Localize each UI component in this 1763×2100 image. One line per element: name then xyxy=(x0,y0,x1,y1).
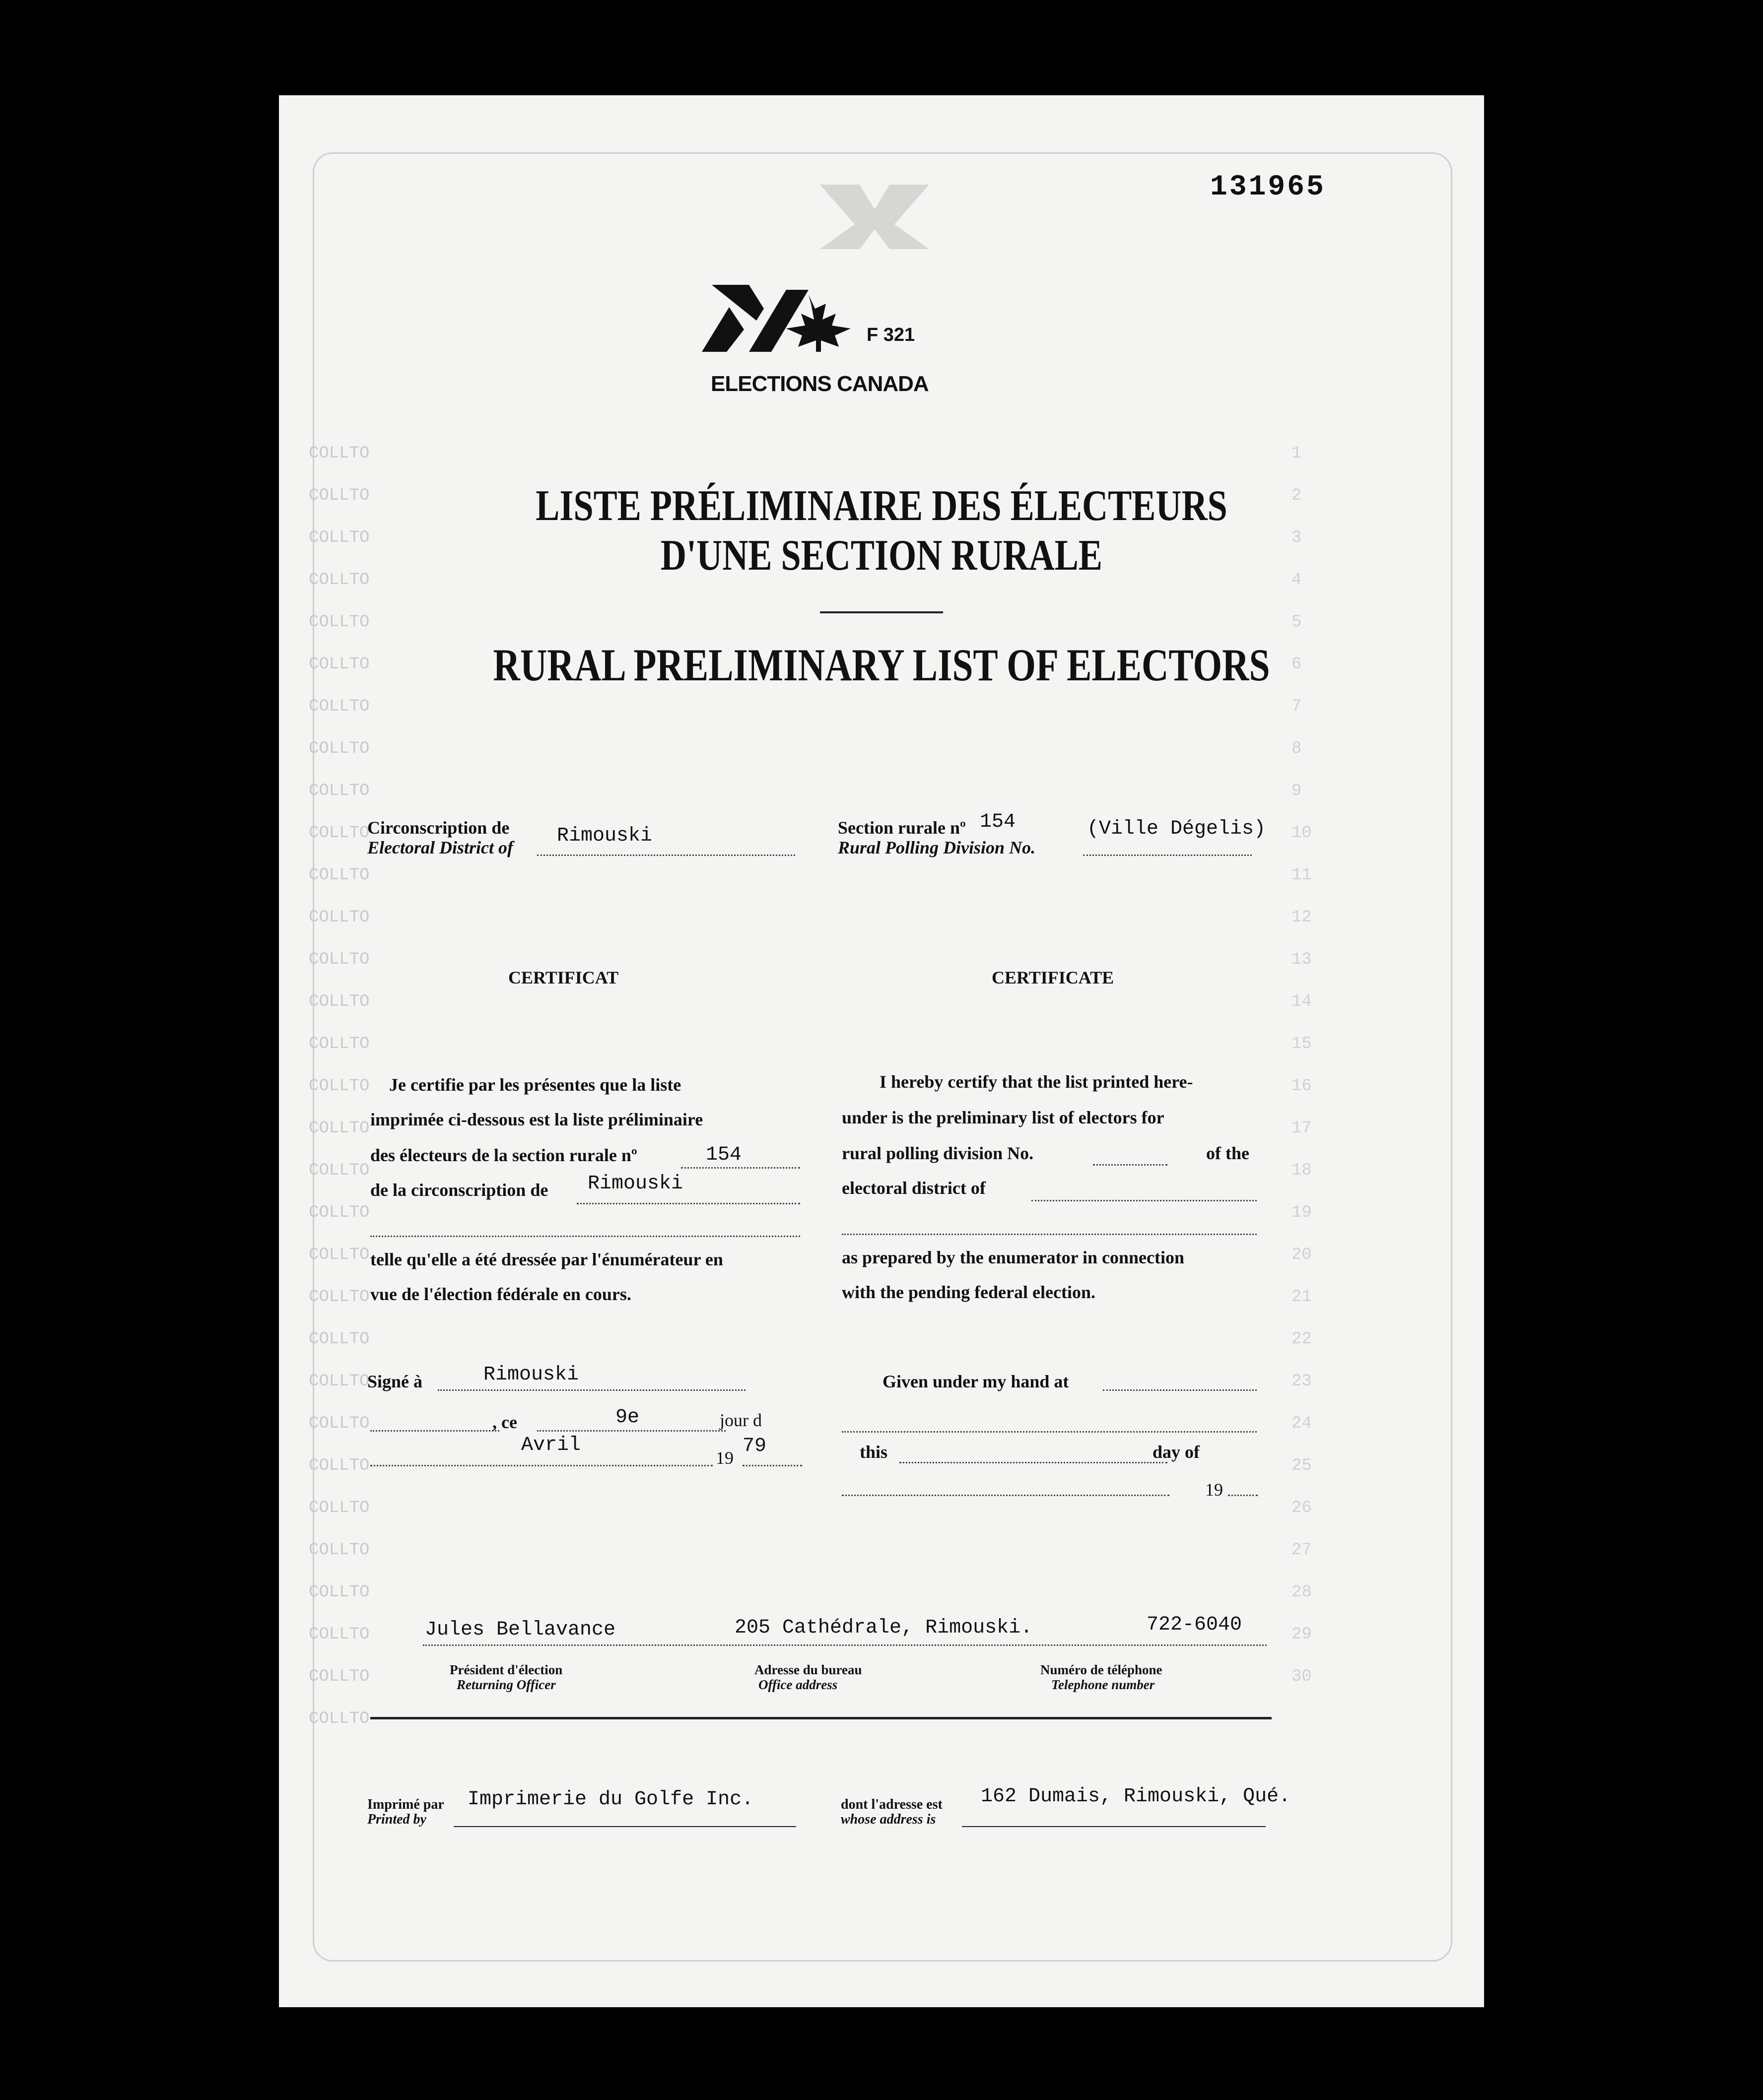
certificat-line3: des électeurs de la section rurale nº xyxy=(370,1145,637,1165)
printer-label-fr: Imprimé par xyxy=(367,1797,444,1812)
division-label-fr: Section rurale nº xyxy=(838,818,966,838)
signed-place-line xyxy=(438,1389,746,1391)
serial-number: 131965 xyxy=(1210,171,1326,203)
certificat-line3-field xyxy=(681,1167,800,1169)
elections-canada-wordmark: ELECTIONS CANADA xyxy=(711,372,929,396)
district-line xyxy=(537,854,795,856)
office-address-label-fr: Adresse du bureau xyxy=(754,1662,862,1677)
show-through-text: COLLTO COLLTO COLLTO COLLTO COLLTO COLLTO COLLTO COLLTO COLLTO COLLTO COLLTO COLLTO COLLTO COLLTO COLLTO COLLTO COLLTO COLLTO COLLTO COLLTO COLLTO COLLTO COLLTO COLLTO COLLTO COLLTO COLLTO COLLTO COLLTO COLLTO COLLTO xyxy=(309,444,370,1728)
certificat-district: Rimouski xyxy=(588,1173,683,1195)
phone-label-en: Telephone number xyxy=(1051,1677,1155,1692)
certificate-line6: as prepared by the enumerator in connection xyxy=(842,1247,1184,1267)
given-place-line xyxy=(1103,1389,1257,1391)
year-prefix-en: 19 xyxy=(1205,1480,1223,1500)
certificat-line1: Je certifie par les présentes que la liste xyxy=(389,1075,681,1095)
division-line xyxy=(1083,854,1252,856)
certificat-line4: de la circonscription de xyxy=(370,1180,548,1200)
certificat-line2: imprimée ci-dessous est la liste préliminaire xyxy=(370,1110,703,1129)
certificat-line6: telle qu'elle a été dressée par l'énumérateur en xyxy=(370,1249,723,1269)
division-label-en: Rural Polling Division No. xyxy=(838,838,1036,857)
certificate-line1: I hereby certify that the list printed here- xyxy=(880,1072,1193,1092)
officer-name: Jules Bellavance xyxy=(425,1619,616,1641)
elections-canada-logo xyxy=(702,285,867,354)
printer-name: Imprimerie du Golfe Inc. xyxy=(468,1788,754,1811)
officer-address: 205 Cathédrale, Rimouski. xyxy=(735,1617,1033,1639)
this-day-line xyxy=(899,1462,1167,1463)
this-label: this xyxy=(860,1442,888,1462)
phone-label-fr: Numéro de téléphone xyxy=(1040,1662,1162,1677)
printer-label-en: Printed by xyxy=(367,1812,426,1827)
printer-name-line xyxy=(454,1826,796,1827)
given-blank-line xyxy=(842,1431,1257,1433)
signed-label: Signé à xyxy=(367,1372,423,1391)
signed-place: Rimouski xyxy=(483,1364,579,1386)
officer-name-label-fr: Président d'élection xyxy=(450,1662,563,1677)
title-french-line1: LISTE PRÉLIMINAIRE DES ÉLECTEURS xyxy=(536,482,1227,530)
given-label: Given under my hand at xyxy=(882,1372,1069,1391)
certificate-district-field xyxy=(1031,1200,1257,1201)
month-line xyxy=(370,1465,713,1466)
office-address-label-en: Office address xyxy=(758,1677,838,1692)
printer-address-label-fr: dont l'adresse est xyxy=(841,1797,943,1812)
form-page xyxy=(279,95,1484,2007)
officer-line xyxy=(423,1644,1267,1646)
certificate-line2: under is the preliminary list of electors for xyxy=(842,1108,1164,1127)
section-divider xyxy=(370,1717,1272,1719)
certificat-line7: vue de l'élection fédérale en cours. xyxy=(370,1284,631,1304)
show-through-logo xyxy=(815,180,934,254)
certificat-division-number: 154 xyxy=(706,1144,742,1166)
day-line xyxy=(537,1430,726,1432)
district-label-fr: Circonscription de xyxy=(367,818,510,838)
certificat-line4-field xyxy=(577,1203,800,1204)
officer-phone: 722-6040 xyxy=(1147,1614,1242,1636)
title-french-line2: D'UNE SECTION RURALE xyxy=(660,531,1103,580)
month-value: Avril xyxy=(521,1434,581,1456)
certificate-line7: with the pending federal election. xyxy=(842,1282,1095,1302)
district-value: Rimouski xyxy=(557,825,653,847)
month-line-en xyxy=(842,1495,1169,1496)
dayof-label: day of xyxy=(1153,1442,1200,1462)
title-english: RURAL PRELIMINARY LIST OF ELECTORS xyxy=(493,640,1270,690)
certificate-division-field xyxy=(1093,1164,1167,1166)
printer-address: 162 Dumais, Rimouski, Qué. xyxy=(981,1785,1291,1808)
division-value: (Ville Dégelis) xyxy=(1087,818,1266,840)
year-line-fr xyxy=(743,1465,802,1466)
district-label-en: Electoral District of xyxy=(367,838,513,857)
year-prefix-fr: 19 xyxy=(716,1448,734,1468)
certificate-line4: electoral district of xyxy=(842,1178,986,1198)
printer-address-line xyxy=(962,1826,1266,1827)
certificate-line5-field xyxy=(842,1234,1257,1235)
certificat-line5-field xyxy=(370,1236,800,1237)
division-number: 154 xyxy=(980,811,1016,833)
jour-label: jour d xyxy=(720,1410,762,1430)
officer-name-label-en: Returning Officer xyxy=(457,1677,556,1692)
ce-blank-line xyxy=(370,1430,499,1432)
year-line-en xyxy=(1228,1495,1258,1496)
year-value: 79 xyxy=(743,1435,767,1457)
form-code: F 321 xyxy=(867,325,915,345)
ce-label: , ce xyxy=(492,1412,517,1432)
day-value: 9e xyxy=(615,1406,640,1429)
printer-address-label-en: whose address is xyxy=(841,1812,936,1827)
show-through-numbers: 1 2 3 4 5 6 7 8 9 10 11 12 13 14 15 16 17 18 19 20 21 22 23 24 25 26 27 28 29 30 xyxy=(1291,444,1312,1686)
certificat-heading: CERTIFICAT xyxy=(508,968,619,987)
certificate-heading: CERTIFICATE xyxy=(992,968,1114,987)
title-divider xyxy=(820,611,943,613)
certificate-line3b: of the xyxy=(1206,1143,1249,1163)
certificate-line3a: rural polling division No. xyxy=(842,1143,1034,1163)
